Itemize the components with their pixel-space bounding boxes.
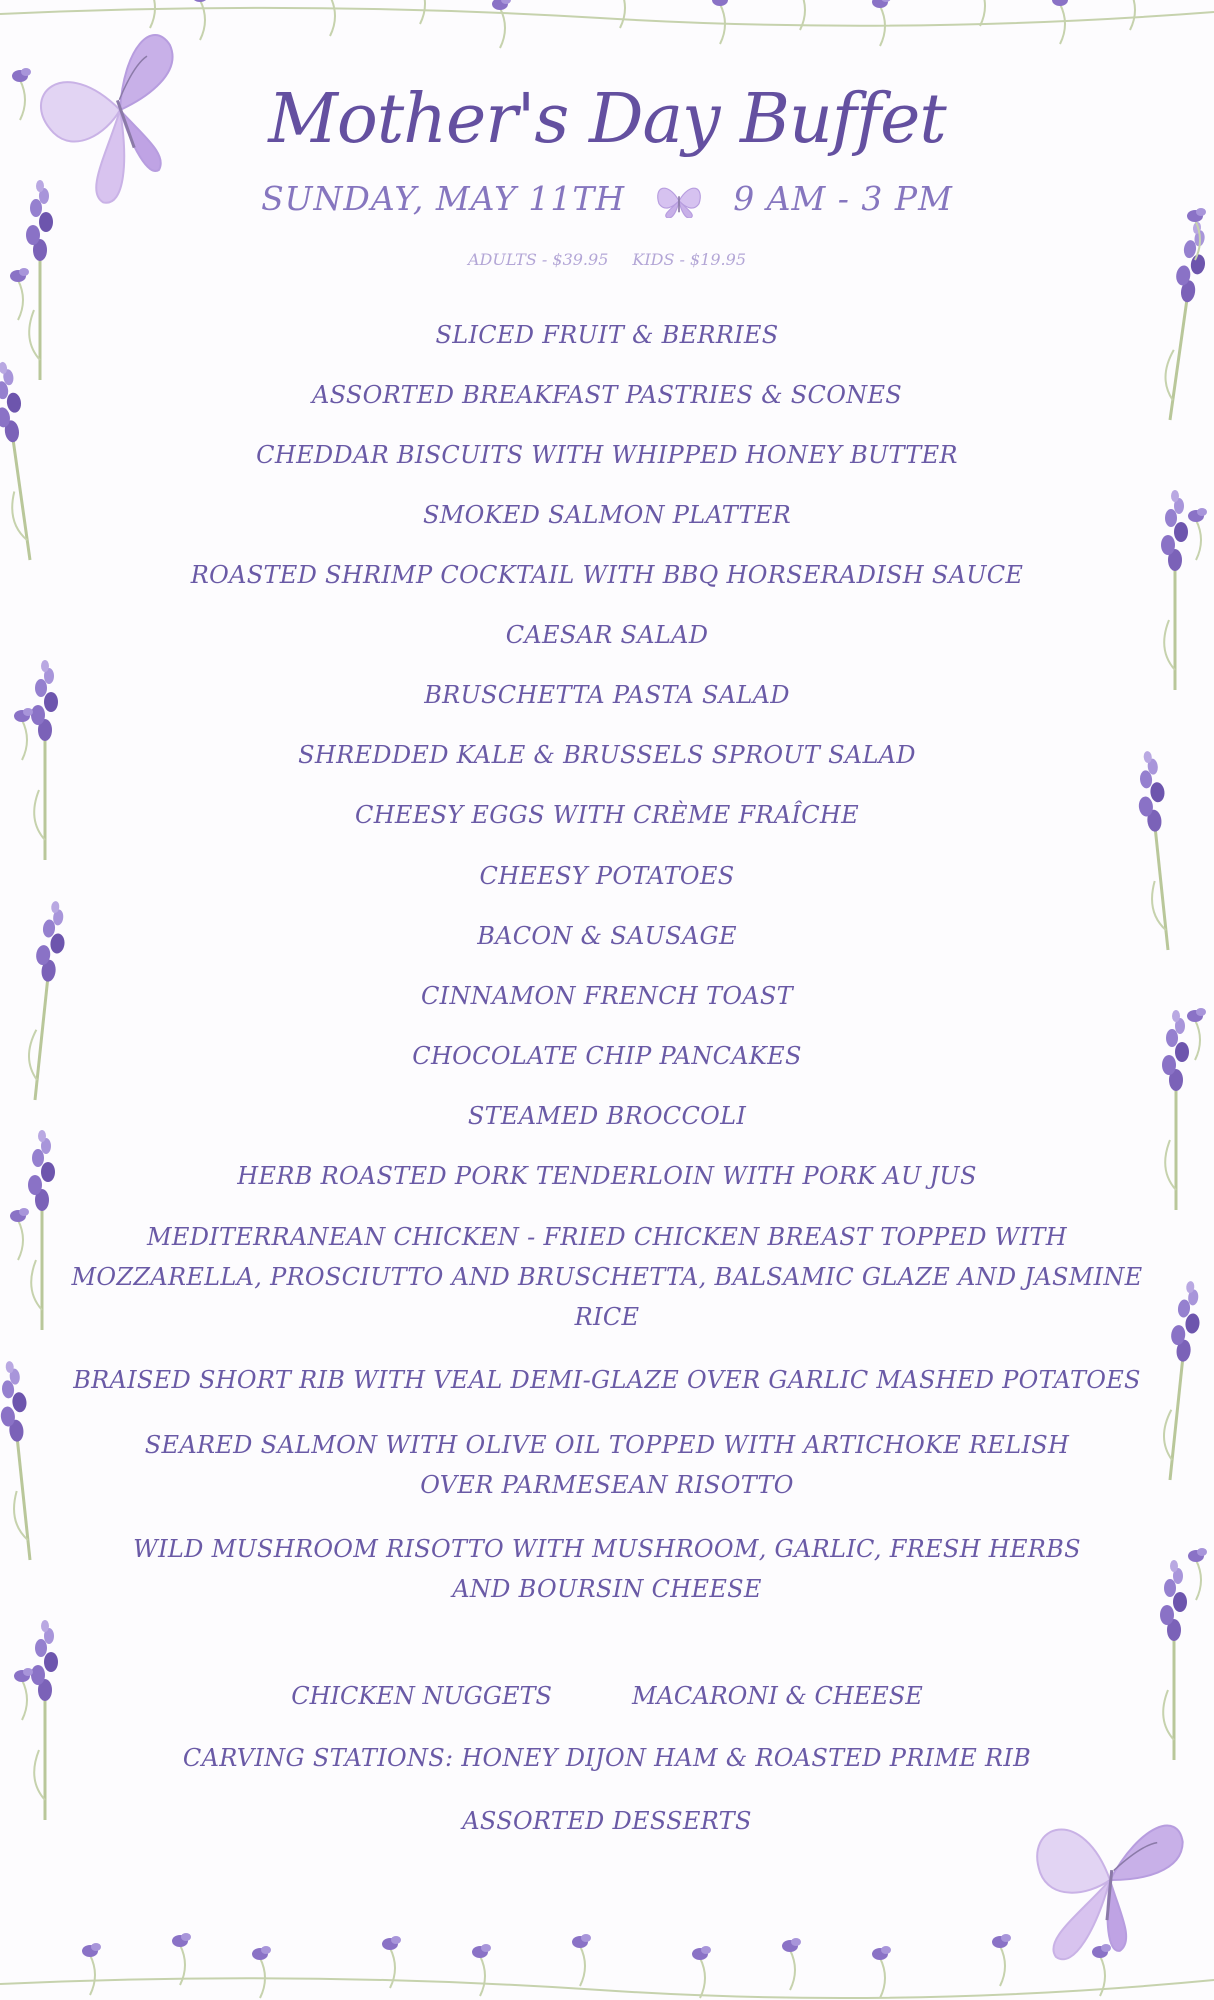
page-title: Mother's Day Buffet (268, 80, 946, 159)
menu-item: MEDITERRANEAN CHICKEN - FRIED CHICKEN BREAST TOPPED WITH MOZZARELLA, PROSCIUTTO AND BRUSCHETTA, BALSAMIC GLAZE AND JASMINE RICE (71, 1223, 1143, 1331)
menu-item: SEARED SALMON WITH OLIVE OIL TOPPED WITH ARTICHOKE RELISH OVER PARMESEAN RISOTTO (144, 1431, 1070, 1499)
adults-price: ADULTS - $39.95 (467, 250, 609, 269)
menu-item: CINNAMON FRENCH TOAST (421, 982, 793, 1010)
price-row (60, 250, 1154, 269)
menu-item: SLICED FRUIT & BERRIES (435, 321, 779, 349)
carving-stations: CARVING STATIONS: HONEY DIJON HAM & ROASTED PRIME RIB (182, 1744, 1032, 1772)
menu-item: SHREDDED KALE & BRUSSELS SPROUT SALAD (298, 741, 916, 769)
menu-content (60, 0, 1154, 2000)
menu-item: BRUSCHETTA PASTA SALAD (424, 681, 790, 709)
menu-item: CHOCOLATE CHIP PANCAKES (412, 1042, 802, 1070)
event-time: 9 AM - 3 PM (733, 178, 953, 218)
butterfly-icon (651, 178, 707, 218)
menu-item: SMOKED SALMON PLATTER (422, 501, 792, 529)
menu-item: CHEDDAR BISCUITS WITH WHIPPED HONEY BUTTER (256, 441, 958, 469)
menu-item: STEAMED BROCCOLI (467, 1102, 747, 1130)
kids-item: CHICKEN NUGGETS (291, 1682, 552, 1710)
menu-item: CHEESY EGGS WITH CRÈME FRAÎCHE (355, 801, 859, 829)
kids-item: MACARONI & CHEESE (632, 1682, 923, 1710)
menu-item: BACON & SAUSAGE (477, 922, 737, 950)
menu-item: BRAISED SHORT RIB WITH VEAL DEMI-GLAZE OVER GARLIC MASHED POTATOES (73, 1366, 1141, 1394)
menu-item: ASSORTED BREAKFAST PASTRIES & SCONES (311, 381, 903, 409)
kids-price: KIDS - $19.95 (632, 250, 746, 269)
event-details (60, 178, 1154, 218)
kids-items-row (60, 1676, 1154, 1716)
menu-item: WILD MUSHROOM RISOTTO WITH MUSHROOM, GARLIC, FRESH HERBS AND BOURSIN CHEESE (133, 1535, 1081, 1603)
menu-item: CAESAR SALAD (505, 621, 709, 649)
desserts: ASSORTED DESSERTS (462, 1807, 752, 1835)
menu-item: ROASTED SHRIMP COCKTAIL WITH BBQ HORSERADISH SAUCE (190, 561, 1024, 589)
menu-item: HERB ROASTED PORK TENDERLOIN WITH PORK AU JUS (237, 1162, 977, 1190)
menu-item: CHEESY POTATOES (479, 862, 735, 890)
event-date: SUNDAY, MAY 11TH (261, 178, 626, 218)
